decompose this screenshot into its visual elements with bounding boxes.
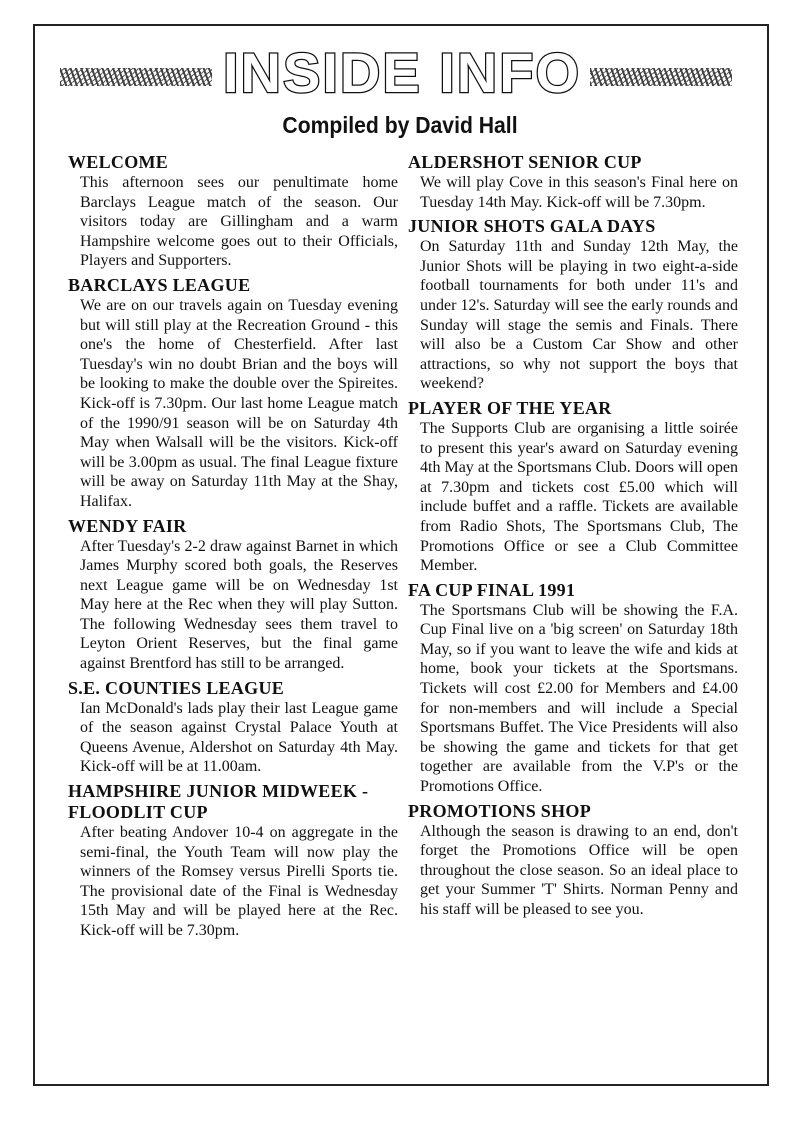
section-body: The Sportsmans Club will be showing the F.A. Cup Final live on a 'big screen' on Saturday 18th May, so if you want to leave the wife and kids at home, book your tickets at the Sportsmans. Tickets will cost £2.00 for Members and £4.00 for non-members and will include a Special Sportsmans Buffet. The Vice Presidents will also be showing the game and tickets for that get together are available from the V.P's or the Promotions Office. [420, 601, 738, 796]
section-welcome [68, 152, 398, 271]
decorative-rule-left [60, 68, 212, 86]
section-body: After beating Andover 10-4 on aggregate in the semi-final, the Youth Team will now play the winners of the Romsey versus Pirelli Sports tie. The provisional date of the Final is Wednesday 15th May and will be played here at the Rec. Kick-off will be 7.30pm. [80, 824, 398, 939]
section-barclays-league [68, 275, 398, 512]
title-box [216, 42, 588, 104]
section-body: We will play Cove in this season's Final here on Tuesday 14th May. Kick-off will be 7.30pm. [420, 174, 738, 211]
left-column [68, 152, 398, 945]
section-promotions-shop [408, 801, 738, 920]
right-column [408, 152, 738, 924]
page-title: INSIDE INFO [222, 41, 582, 104]
section-heading: WENDY FAIR [68, 515, 187, 536]
masthead [0, 36, 800, 106]
section-fa-cup-final [408, 580, 738, 797]
section-heading: BARCLAYS LEAGUE [68, 274, 251, 295]
section-wendy-fair [68, 516, 398, 674]
section-body: On Saturday 11th and Sunday 12th May, the Junior Shots will be playing in two eight-a-side football tournaments for both under 11's and under 12's. Saturday will see the early rounds and Sunday will stage the semis and Finals. There will also be a Custom Car Show and other attractions, so why not support the boys that weekend? [420, 238, 738, 393]
section-se-counties-league [68, 678, 398, 777]
section-heading: S.E. COUNTIES LEAGUE [68, 677, 285, 698]
decorative-rule-right [590, 68, 732, 86]
section-heading: WELCOME [68, 152, 169, 172]
section-heading: PROMOTIONS SHOP [408, 800, 592, 821]
section-body: Ian McDonald's lads play their last League game of the season against Crystal Palace Youth at Queens Avenue, Aldershot on Saturday 4th May. Kick-off will be at 11.00am. [80, 699, 398, 776]
section-junior-shots-gala-days [408, 216, 738, 394]
section-heading: HAMPSHIRE JUNIOR MIDWEEK - FLOODLIT CUP [68, 781, 369, 823]
section-heading: ALDERSHOT SENIOR CUP [408, 152, 642, 172]
section-body: After Tuesday's 2-2 draw against Barnet in which James Murphy scored both goals, the Reserves next League game will be on Wednesday 1st May here at the Rec when they will play Sutton. The following Wednesday sees them travel to Leyton Orient Reserves, but the final game against Brentford has still to be arranged. [80, 537, 398, 673]
byline: Compiled by David Hall [282, 112, 518, 138]
section-body: The Supports Club are organising a little soirée to present this year's award on Saturday evening 4th May at the Sportsmans Club. Doors will open at 7.30pm and tickets cost £5.00 which will include buffet and a raffle. Tickets are available from Radio Shots, The Sportsmans Club, The Promotions Office or see a Club Committee Member. [420, 419, 738, 575]
section-aldershot-senior-cup [408, 152, 738, 212]
section-body: Although the season is drawing to an end, don't forget the Promotions Office will be open throughout the close season. So an ideal place to get your Summer 'T' Shirts. Norman Penny and his staff will be pleased to see you. [420, 822, 738, 918]
section-body: We are on our travels again on Tuesday evening but will still play at the Recreation Ground - this one's the home of Chesterfield. After last Tuesday's win no doubt Brian and the boys will be looking to make the double over the Spireites. Kick-off is 7.30pm. Our last home League match of the 1990/91 season will be on Saturday 4th May when Walsall will be the visitors. Kick-off will be 3.00pm as usual. The final League fixture will be away on Saturday 11th May at the Shay, Halifax. [80, 296, 398, 510]
section-heading: PLAYER OF THE YEAR [408, 397, 612, 418]
section-heading: JUNIOR SHOTS GALA DAYS [408, 216, 656, 237]
section-player-of-the-year [408, 398, 738, 576]
section-body: This afternoon sees our penultimate home Barclays League match of the season. Our visitors today are Gillingham and a warm Hampshire welcome goes out to their Officials, Players and Supporters. [80, 174, 398, 270]
section-hampshire-junior-cup [68, 781, 398, 941]
section-heading: FA CUP FINAL 1991 [408, 579, 576, 600]
